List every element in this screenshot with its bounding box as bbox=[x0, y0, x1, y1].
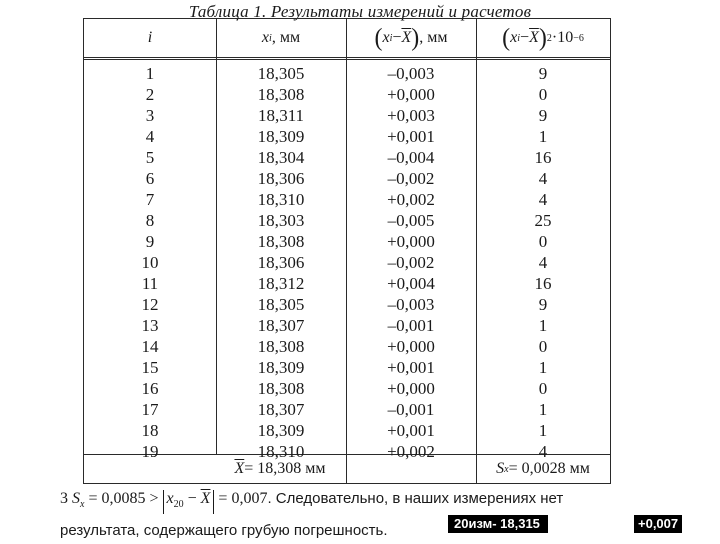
cell-deviation: –0,002 bbox=[387, 169, 435, 188]
cell-deviation: +0,000 bbox=[387, 232, 435, 251]
table-row bbox=[84, 210, 610, 231]
table-row bbox=[84, 357, 610, 378]
table-row bbox=[84, 399, 610, 420]
cell-measurement: 18,305 bbox=[257, 295, 305, 314]
conclusion-x-var: x bbox=[166, 490, 174, 507]
cell-measurement: 18,309 bbox=[257, 358, 305, 377]
conclusion-three: 3 bbox=[60, 490, 72, 507]
cell-index: 10 bbox=[141, 253, 159, 272]
cell-deviation: +0,001 bbox=[387, 127, 435, 146]
conclusion-line-2 bbox=[60, 518, 660, 544]
conclusion-text-1: . Следовательно, в наших измерениях нет bbox=[267, 490, 564, 507]
cell-measurement: 18,311 bbox=[257, 106, 305, 125]
cell-squared-deviation: 4 bbox=[538, 253, 548, 272]
table-row bbox=[84, 378, 610, 399]
header-i-label: i bbox=[147, 29, 153, 46]
header-s-factor: ·10 bbox=[551, 29, 574, 46]
cell-deviation: +0,000 bbox=[387, 337, 435, 356]
cell-squared-deviation: 1 bbox=[538, 400, 548, 419]
cell-measurement: 18,308 bbox=[257, 337, 305, 356]
header-x-unit: , мм bbox=[271, 29, 301, 46]
cell-squared-deviation: 0 bbox=[538, 232, 548, 251]
cell-deviation: +0,000 bbox=[387, 379, 435, 398]
conclusion-minus: − bbox=[183, 490, 201, 507]
table-title: Таблица 1. Результаты измерений и расчетов bbox=[188, 2, 532, 21]
cell-deviation: –0,003 bbox=[387, 64, 435, 83]
header-s-sub: i bbox=[517, 32, 521, 44]
cell-measurement: 18,312 bbox=[257, 274, 305, 293]
header-d-var2: $\overline{X}$ bbox=[401, 29, 412, 46]
table-row bbox=[84, 294, 610, 315]
mean-value: = 18,308 мм bbox=[244, 460, 326, 477]
cell-squared-deviation: 1 bbox=[538, 127, 548, 146]
cell-squared-deviation: 9 bbox=[538, 106, 548, 125]
cell-deviation: –0,004 bbox=[387, 148, 435, 167]
sx-cell bbox=[476, 455, 610, 483]
paren-open: ( bbox=[374, 24, 383, 52]
cell-squared-deviation: 0 bbox=[538, 379, 548, 398]
cell-squared-deviation: 9 bbox=[538, 64, 548, 83]
cell-measurement: 18,308 bbox=[257, 232, 305, 251]
conclusion-X-var: $\overline{X}$ bbox=[200, 490, 211, 507]
cell-index: 14 bbox=[141, 337, 159, 356]
cell-squared-deviation: 4 bbox=[538, 190, 548, 209]
header-cell-deviation bbox=[346, 19, 476, 57]
sx-sub: x bbox=[504, 463, 509, 475]
header-divider bbox=[84, 57, 610, 60]
cell-measurement: 18,306 bbox=[257, 169, 305, 188]
header-d-minus: − bbox=[392, 29, 402, 46]
cell-deviation: +0,004 bbox=[387, 274, 435, 293]
cell-squared-deviation: 1 bbox=[538, 421, 548, 440]
cell-squared-deviation: 0 bbox=[538, 337, 548, 356]
header-d-unit: , мм bbox=[419, 29, 448, 46]
paren-close: ) bbox=[411, 24, 420, 52]
cell-measurement: 18,309 bbox=[257, 421, 305, 440]
conclusion-line-1 bbox=[60, 486, 660, 518]
header-x-sub: i bbox=[269, 32, 272, 44]
cell-measurement: 18,310 bbox=[257, 442, 305, 461]
cell-measurement: 18,310 bbox=[257, 190, 305, 209]
cell-index: 18 bbox=[141, 421, 159, 440]
cell-squared-deviation: 16 bbox=[534, 274, 552, 293]
table-row bbox=[84, 336, 610, 357]
cell-deviation: +0,002 bbox=[387, 190, 435, 209]
results-table bbox=[83, 18, 611, 484]
table-row bbox=[84, 231, 610, 252]
sx-var: S bbox=[496, 460, 505, 477]
highlight-right: +0,007 bbox=[634, 515, 682, 533]
table-row bbox=[84, 252, 610, 273]
cell-deviation: +0,002 bbox=[387, 442, 435, 461]
cell-squared-deviation: 25 bbox=[534, 211, 552, 230]
table-row bbox=[84, 168, 610, 189]
cell-index: 8 bbox=[145, 211, 155, 230]
sx-value: = 0,0028 мм bbox=[508, 460, 590, 477]
cell-index: 3 bbox=[145, 106, 155, 125]
cell-squared-deviation: 16 bbox=[534, 148, 552, 167]
cell-index: 12 bbox=[141, 295, 159, 314]
cell-index: 16 bbox=[141, 379, 159, 398]
conclusion-x-sub: 20 bbox=[173, 499, 184, 511]
table-row bbox=[84, 315, 610, 336]
cell-index: 5 bbox=[145, 148, 155, 167]
conclusion-mid2: = 0,007 bbox=[214, 490, 268, 507]
cell-index: 9 bbox=[145, 232, 155, 251]
cell-index: 2 bbox=[145, 85, 155, 104]
header-cell-squared bbox=[476, 19, 610, 57]
cell-deviation: –0,003 bbox=[387, 295, 435, 314]
cell-deviation: +0,000 bbox=[387, 85, 435, 104]
header-s-minus: − bbox=[520, 29, 530, 46]
cell-index: 1 bbox=[145, 64, 155, 83]
cell-measurement: 18,304 bbox=[257, 148, 305, 167]
cell-index: 4 bbox=[145, 127, 155, 146]
conclusion-text-2: результата, содержащего грубую погрешность. bbox=[60, 522, 388, 540]
cell-deviation: –0,001 bbox=[387, 316, 435, 335]
header-x-var: x bbox=[261, 29, 270, 46]
conclusion-paragraph bbox=[60, 486, 660, 544]
cell-index: 17 bbox=[141, 400, 159, 419]
cell-squared-deviation: 0 bbox=[538, 85, 548, 104]
cell-deviation: +0,003 bbox=[387, 106, 435, 125]
cell-measurement: 18,305 bbox=[257, 64, 305, 83]
header-cell-i bbox=[84, 19, 216, 57]
table-row bbox=[84, 420, 610, 441]
cell-measurement: 18,306 bbox=[257, 253, 305, 272]
table-row bbox=[84, 126, 610, 147]
header-s-var2: $\overline{X}$ bbox=[529, 29, 539, 46]
header-s-sup: 2 bbox=[546, 32, 552, 44]
header-cell-x bbox=[216, 19, 346, 57]
header-s-var1: x bbox=[510, 29, 518, 46]
table-row bbox=[84, 84, 610, 105]
conclusion-s-sub: x bbox=[80, 499, 85, 511]
paren-close: ) bbox=[538, 24, 547, 52]
cell-index: 7 bbox=[145, 190, 155, 209]
mean-cell bbox=[84, 455, 476, 483]
cell-measurement: 18,308 bbox=[257, 85, 305, 104]
cell-measurement: 18,309 bbox=[257, 127, 305, 146]
highlight-left: 20изм- 18,315 bbox=[448, 515, 548, 533]
cell-squared-deviation: 9 bbox=[538, 295, 548, 314]
cell-deviation: +0,001 bbox=[387, 421, 435, 440]
cell-deviation: +0,001 bbox=[387, 358, 435, 377]
cell-deviation: –0,005 bbox=[387, 211, 435, 230]
cell-deviation: –0,001 bbox=[387, 400, 435, 419]
table-row bbox=[84, 189, 610, 210]
paren-open: ( bbox=[502, 24, 511, 52]
cell-squared-deviation: 1 bbox=[538, 316, 548, 335]
cell-index: 11 bbox=[141, 274, 159, 293]
header-s-exp: −6 bbox=[573, 32, 584, 44]
cell-measurement: 18,303 bbox=[257, 211, 305, 230]
cell-measurement: 18,308 bbox=[257, 379, 305, 398]
conclusion-s-var: S bbox=[72, 490, 80, 507]
conclusion-mid1: = 0,0085 > bbox=[84, 490, 163, 507]
cell-index: 6 bbox=[145, 169, 155, 188]
cell-squared-deviation: 4 bbox=[538, 442, 548, 461]
cell-index: 19 bbox=[141, 442, 159, 461]
table-row bbox=[84, 273, 610, 294]
cell-measurement: 18,307 bbox=[257, 400, 305, 419]
cell-squared-deviation: 4 bbox=[538, 169, 548, 188]
header-d-var1: x bbox=[382, 29, 390, 46]
table-row bbox=[84, 105, 610, 126]
table-row bbox=[84, 63, 610, 84]
cell-deviation: –0,002 bbox=[387, 253, 435, 272]
cell-measurement: 18,307 bbox=[257, 316, 305, 335]
abs-expression bbox=[163, 490, 215, 514]
cell-squared-deviation: 1 bbox=[538, 358, 548, 377]
cell-index: 13 bbox=[141, 316, 159, 335]
table-row bbox=[84, 147, 610, 168]
header-d-sub: i bbox=[389, 32, 393, 44]
mean-var: $\overline{X}$ bbox=[234, 460, 245, 477]
cell-index: 15 bbox=[141, 358, 159, 377]
